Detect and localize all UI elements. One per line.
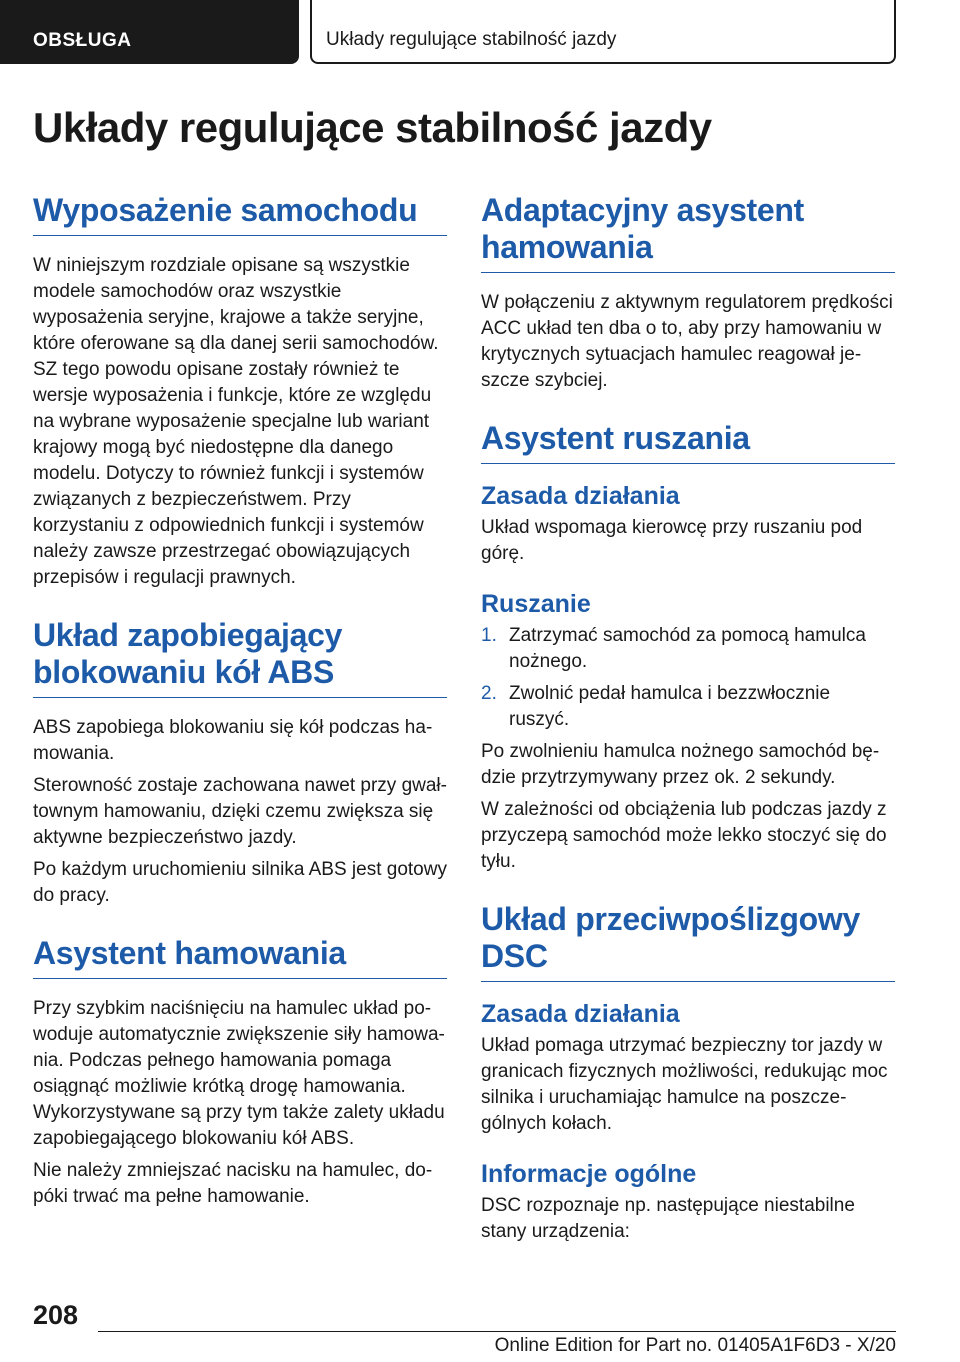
paragraph: W niniejszym rozdziale opisane są wszystkie modele samochodów oraz wszystkie wyposażenia seryjne, krajowe a także seryjne, które oferowane są dla danej serii samochodów. SZ tego powodu opisane zostały również te wersje wyposażenia i funkcje, które ze względu na wybrane wyposażenie specjalne lub wariant krajowy mogą być niedostępne dla danego modelu. Dotyczy to również funkcji i systemów związanych z bezpieczeństwem. Przy korzystaniu z odpowiednich funkcji i systemów należy zawsze przestrzegać obowiązujących przepisów i regulacji prawnych. xyxy=(33,255,439,588)
subsection-title-starting: Ruszanie xyxy=(481,590,591,618)
step-number: 1. xyxy=(481,625,497,646)
step-text: Zatrzymać samochód za pomocą hamulca nożnego. xyxy=(509,625,866,672)
list-item xyxy=(481,681,895,733)
subsection-title-general-info: Informacje ogólne xyxy=(481,1160,697,1188)
paragraph: ABS zapobiega blokowaniu się kół podczas hamowania. xyxy=(33,717,433,764)
paragraph: Nie należy zmniejszać nacisku na hamulec, dopóki trwać ma pełne hamowanie. xyxy=(33,1160,433,1207)
section-title-hill-start: Asystent ruszania xyxy=(481,420,895,464)
step-number: 2. xyxy=(481,683,497,704)
step-text: Zwolnić pedał hamulca i bezzwłocznie ruszyć. xyxy=(509,683,831,730)
paragraph: Układ pomaga utrzymać bezpieczny tor jazdy w granicach fizycznych możliwości, redukując moc silnika i uruchamiając hamulce na poszczególnych kołach. xyxy=(481,1035,888,1134)
left-column xyxy=(33,192,447,1216)
page-title: Układy regulujące stabilność jazdy xyxy=(33,104,712,151)
footer-divider xyxy=(98,1331,896,1332)
paragraph: W połączeniu z aktywnym regulatorem prędkości ACC układ ten dba o to, aby przy hamowaniu w krytycznych sytuacjach hamulec reagował jeszcze szybciej. xyxy=(481,292,893,391)
section-title-brake-assist: Asystent hamowania xyxy=(33,935,447,979)
paragraph: Przy szybkim naciśnięciu na hamulec układ powoduje automatycznie zwiększenie siły hamowania. Podczas pełnego hamowania pomaga osiągnąć możliwie krótką drogę hamowania. Wykorzystywane są przy tym także zalety układu zapobiegającego blokowaniu kół ABS. xyxy=(33,998,445,1149)
subsection-title-function: Zasada działania xyxy=(481,1000,680,1028)
section-title-adaptive-brake: Adaptacyjny asystent hamowania xyxy=(481,192,895,273)
list-item xyxy=(481,623,895,675)
subsection-title-function: Zasada działania xyxy=(481,482,680,510)
chapter-header-label: Układy regulujące stabilność jazdy xyxy=(326,29,617,50)
section-tab xyxy=(0,0,299,64)
section-tab-label: OBSŁUGA xyxy=(33,30,132,51)
paragraph: Po zwolnieniu hamulca nożnego samochód będzie przytrzymywany przez ok. 2 sekundy. xyxy=(481,741,880,788)
paragraph: Układ wspomaga kierowcę przy ruszaniu pod górę. xyxy=(481,517,863,564)
right-column xyxy=(481,192,895,1251)
footer-edition: Online Edition for Part no. 01405A1F6D3 - X/20 xyxy=(494,1335,896,1356)
paragraph: DSC rozpoznaje np. następujące niestabilne stany urządzenia: xyxy=(481,1195,855,1242)
section-title-abs: Układ zapobiegający blokowaniu kół ABS xyxy=(33,617,447,698)
steps-list xyxy=(481,623,895,733)
paragraph: W zależności od obciążenia lub podczas jazdy z przyczepą samochód może lekko stoczyć się do tyłu. xyxy=(481,799,887,872)
paragraph: Po każdym uruchomieniu silnika ABS jest gotowy do pracy. xyxy=(33,859,447,906)
chapter-header xyxy=(310,0,896,64)
page-number: 208 xyxy=(33,1300,79,1330)
paragraph: Sterowność zostaje zachowana nawet przy gwałtownym hamowaniu, dzięki czemu zwiększa się aktywne bezpieczeństwo jazdy. xyxy=(33,775,447,848)
section-title-dsc: Układ przeciwpoślizgowy DSC xyxy=(481,901,895,982)
section-title-equipment: Wyposażenie samochodu xyxy=(33,192,447,236)
